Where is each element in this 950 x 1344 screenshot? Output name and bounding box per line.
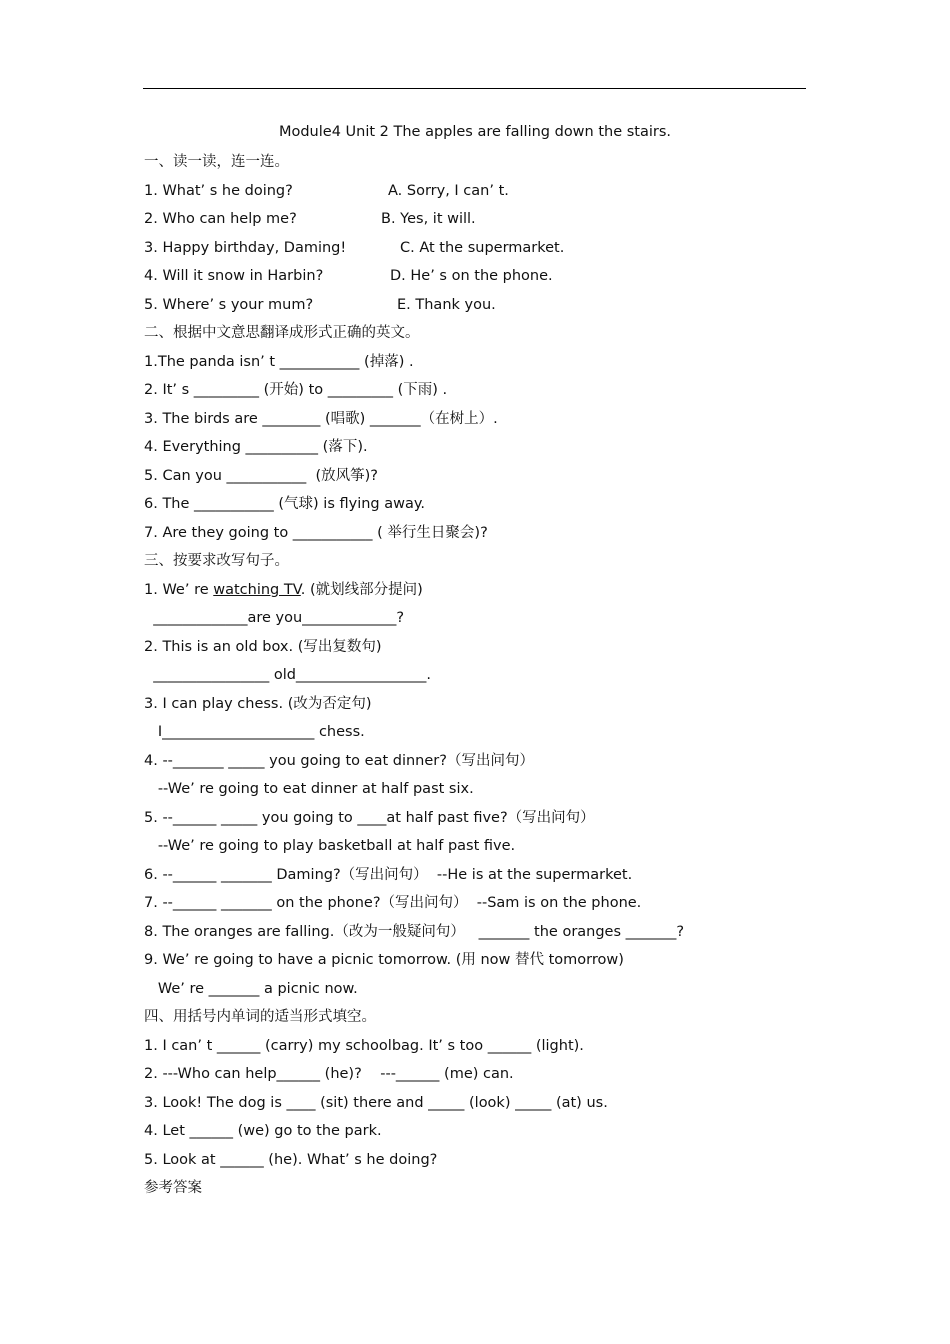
s3-line: 8. The oranges are falling.（改为一般疑问句） _______ the oranges _______?	[144, 924, 685, 940]
s3-line: 4. --_______ _____ you going to eat dinner?（写出问句）	[144, 753, 534, 769]
s1-answer: E. Thank you.	[397, 297, 496, 313]
s4-item: 2. ---Who can help______ (he)? ---______ (me) can.	[144, 1066, 514, 1082]
s1-question: 4. Will it snow in Harbin?	[144, 268, 324, 284]
s3-line: --We’ re going to eat dinner at half past six.	[144, 781, 474, 797]
s3-item	[144, 580, 423, 600]
s2-item: 2. It’ s _________ (开始) to _________ (下雨) .	[144, 382, 448, 398]
answer-key-heading: 参考答案	[144, 1180, 202, 1196]
s3-line: 7. --______ _______ on the phone?（写出问句） --Sam is on the phone.	[144, 895, 642, 911]
s3-line: 5. --______ _____ you going to ____at half past five?（写出问句）	[144, 810, 595, 826]
s3-line: 6. --______ _______ Daming?（写出问句） --He is at the supermarket.	[144, 867, 633, 883]
s3-q1-underlined: watching TV	[213, 582, 301, 598]
s2-item: 4. Everything __________ (落下).	[144, 439, 368, 455]
s3-line: 3. I can play chess. (改为否定句)	[144, 696, 372, 712]
s3-line: _____________are you_____________?	[144, 610, 405, 626]
s2-item: 7. Are they going to ___________ ( 举行生日聚会)?	[144, 525, 488, 541]
s1-question: 5. Where’ s your mum?	[144, 297, 314, 313]
s1-question: 1. What’ s he doing?	[144, 183, 293, 199]
section-3-heading: 三、按要求改写句子。	[144, 553, 289, 569]
s1-answer: C. At the supermarket.	[400, 240, 565, 256]
s3-q1-suffix: . (就划线部分提问)	[300, 582, 423, 598]
s3-line: 2. This is an old box. (写出复数句)	[144, 639, 382, 655]
s4-item: 1. I can’ t ______ (carry) my schoolbag. It’ s too ______ (light).	[144, 1038, 584, 1054]
s2-item: 1.The panda isn’ t ___________ (掉落) .	[144, 354, 414, 370]
section-4-heading: 四、用括号内单词的适当形式填空。	[144, 1009, 376, 1025]
page-title: Module4 Unit 2 The apples are falling down the stairs.	[278, 124, 672, 140]
s1-answer: B. Yes, it will.	[381, 211, 476, 227]
s2-item: 3. The birds are ________ (唱歌) _______（在树上）.	[144, 411, 498, 427]
s2-item: 6. The ___________ (气球) is flying away.	[144, 496, 425, 512]
s3-line: --We’ re going to play basketball at half past five.	[144, 838, 516, 854]
section-2-heading: 二、根据中文意思翻译成形式正确的英文。	[144, 325, 420, 341]
section-1-heading: 一、读一读，连一连。	[144, 154, 289, 170]
s1-question: 3. Happy birthday, Daming!	[144, 240, 347, 256]
s3-line: We’ re _______ a picnic now.	[144, 981, 358, 997]
header-rule	[143, 88, 806, 89]
s4-item: 3. Look! The dog is ____ (sit) there and _____ (look) _____ (at) us.	[144, 1095, 608, 1111]
s1-answer: D. He’ s on the phone.	[390, 268, 553, 284]
s3-line: 9. We’ re going to have a picnic tomorrow. (用 now 替代 tomorrow)	[144, 952, 624, 968]
s4-item: 5. Look at ______ (he). What’ s he doing?	[144, 1152, 438, 1168]
s1-answer: A. Sorry, I can’ t.	[388, 183, 509, 199]
s3-q1-prefix: 1. We’ re	[144, 582, 214, 598]
s3-line: ________________ old__________________.	[144, 667, 432, 683]
s1-question: 2. Who can help me?	[144, 211, 297, 227]
s2-item: 5. Can you ___________ (放风筝)?	[144, 468, 378, 484]
s3-line: I_____________________ chess.	[144, 724, 365, 740]
s4-item: 4. Let ______ (we) go to the park.	[144, 1123, 382, 1139]
